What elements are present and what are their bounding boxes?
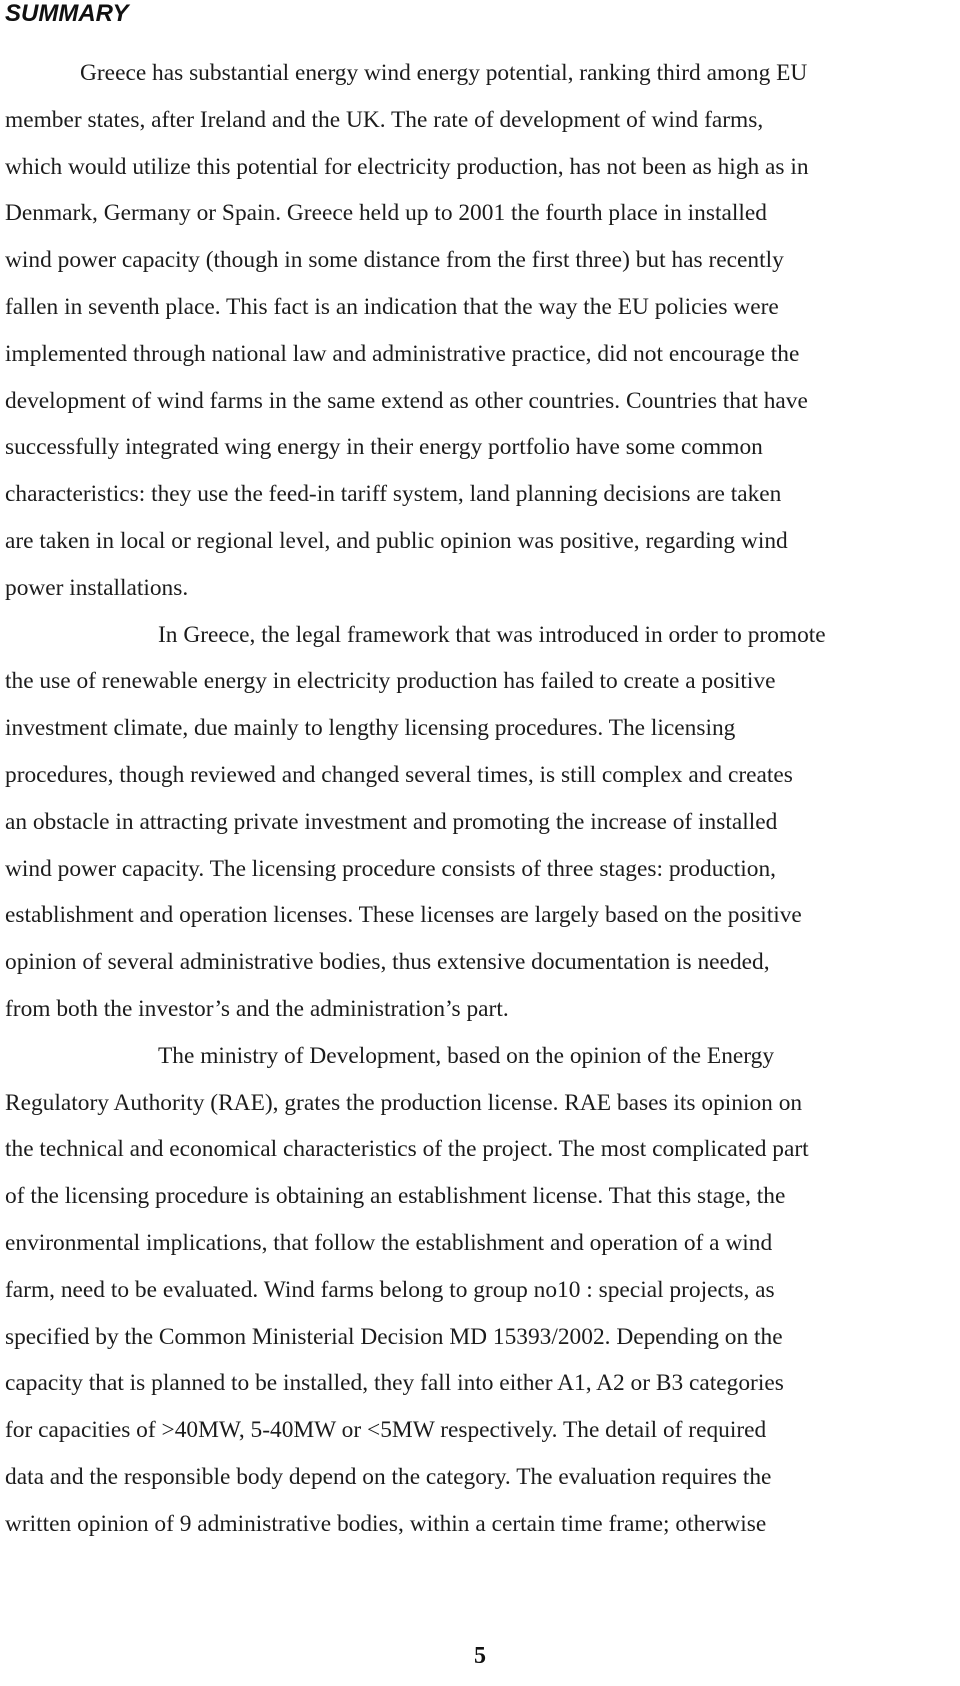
text-line: data and the responsible body depend on the category. The evaluation requires the bbox=[5, 1463, 772, 1490]
text-line: an obstacle in attracting private investment and promoting the increase of installed bbox=[5, 808, 778, 835]
text-line: investment climate, due mainly to lengthy licensing procedures. The licensing bbox=[5, 715, 736, 742]
text-line: Greece has substantial energy wind energy potential, ranking third among EU bbox=[80, 60, 808, 86]
text-line: wind power capacity. The licensing procedure consists of three stages: production, bbox=[5, 855, 777, 882]
text-line: the technical and economical characteristics of the project. The most complicated part bbox=[5, 1136, 809, 1163]
text-line: environmental implications, that follow the establishment and operation of a wind bbox=[5, 1229, 773, 1256]
summary-body bbox=[5, 50, 957, 1548]
text-line: are taken in local or regional level, and public opinion was positive, regarding wind bbox=[5, 527, 788, 554]
text-line: specified by the Common Ministerial Decision MD 15393/2002. Depending on the bbox=[5, 1323, 783, 1350]
summary-heading: SUMMARY bbox=[5, 0, 129, 27]
text-line: the use of renewable energy in electricity production has failed to create a positive bbox=[5, 668, 776, 695]
text-line: wind power capacity (though in some distance from the first three) but has recently bbox=[5, 247, 784, 274]
text-line: implemented through national law and administrative practice, did not encourage the bbox=[5, 340, 800, 367]
text-line: capacity that is planned to be installed, they fall into either A1, A2 or B3 categories bbox=[5, 1370, 784, 1397]
text-line: Denmark, Germany or Spain. Greece held up to 2001 the fourth place in installed bbox=[5, 200, 767, 227]
text-line: procedures, though reviewed and changed several times, is still complex and creates bbox=[5, 761, 793, 788]
text-line: Regulatory Authority (RAE), grates the production license. RAE bases its opinion on bbox=[5, 1089, 803, 1116]
text-line: fallen in seventh place. This fact is an indication that the way the EU policies were bbox=[5, 293, 779, 320]
page-number: 5 bbox=[474, 1643, 486, 1669]
text-line: which would utilize this potential for electricity production, has not been as high as in bbox=[5, 153, 809, 180]
text-line: development of wind farms in the same extend as other countries. Countries that have bbox=[5, 387, 808, 414]
text-line: farm, need to be evaluated. Wind farms belong to group no10 : special projects, as bbox=[5, 1276, 775, 1303]
text-line: member states, after Ireland and the UK. The rate of development of wind farms, bbox=[5, 106, 764, 133]
text-line: from both the investor’s and the administration’s part. bbox=[5, 995, 509, 1022]
text-line: for capacities of >40MW, 5-40MW or <5MW respectively. The detail of required bbox=[5, 1417, 767, 1444]
text-line: opinion of several administrative bodies, thus extensive documentation is needed, bbox=[5, 949, 770, 976]
text-line: characteristics: they use the feed-in tariff system, land planning decisions are taken bbox=[5, 481, 782, 508]
text-line: The ministry of Development, based on the opinion of the Energy bbox=[158, 1042, 775, 1069]
text-line: written opinion of 9 administrative bodies, within a certain time frame; otherwise bbox=[5, 1510, 767, 1537]
text-line: power installations. bbox=[5, 574, 189, 601]
text-line: of the licensing procedure is obtaining an establishment license. That this stage, the bbox=[5, 1183, 786, 1210]
text-line: establishment and operation licenses. These licenses are largely based on the positive bbox=[5, 902, 802, 929]
text-line: In Greece, the legal framework that was introduced in order to promote bbox=[158, 621, 826, 648]
text-line: successfully integrated wing energy in their energy portfolio have some common bbox=[5, 434, 763, 461]
